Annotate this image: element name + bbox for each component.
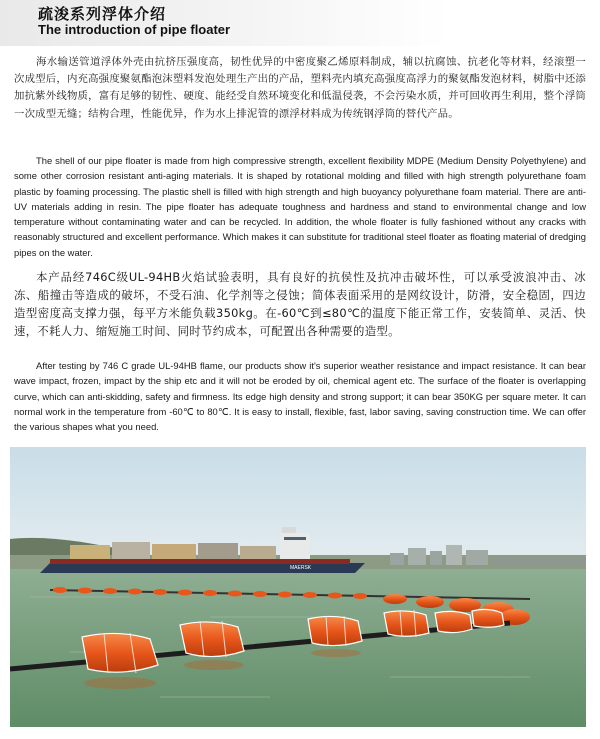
intro-paragraph-chinese: 海水输送管道浮体外壳由抗挤压强度高，韧性优异的中密度聚乙烯原料制成，辅以抗腐蚀、抗老化等材料，经滚塑一次成型后，内充高强度聚氨酯泡沫塑料发泡处理生产出的产品，塑料壳内填充高强度高浮力的聚氨酯发泡材料，树脂中还添加抗紫外线物质，富有足够的韧性、硬度、能经受自然环境变化和低温侵袭，不会污染水质，并可回收再生利用，整个浮筒一次成型无缝；结构合理，性能优异，作为水上排泥管的漂浮材料成为传统钢浮筒的替代产品。 [14, 56, 586, 120]
title-english: The introduction of pipe floater [38, 22, 231, 37]
test-paragraph-english: After testing by 746 C grade UL-94HB flame, our products show it's superior weather resistance and impact resistance. It can bear wave impact, frozen, impact by the ship etc and it will not be eroded by oil, chemical agent etc. The surface of the floater is overlapping curve, which can anti-skidding, safety and firmness. Its edge high density and strong support; it can bear 350KG per square meter. It can normal work in the temperature from -60℃ to 80℃. It is easy to install, flexible, fast, labor saving, saving construction time. We can offer the various shapes what you need. [14, 360, 586, 433]
test-paragraph-chinese: 本产品经746C级UL-94HB火焰试验表明，具有良好的抗侯性及抗冲击破坏性，可以承受波浪冲击、冰冻、船撞击等造成的破坏，不受石油、化学剂等之侵蚀；简体表面采用的是网纹设计，防滑，安全稳固，四边造型密度高支撑力强，每平方米能负载350kg。在-60℃到≤80℃的温度下能正常工作，安装简单、灵活、快速，不耗人力、缩短施工时间、同时节约成本，可配置出各种需要的造型。 [14, 270, 586, 338]
intro-paragraph-english: The shell of our pipe floater is made from high compressive strength, excellent flexibility MDPE (Medium Density Polyethylene) and some other corrosion resistant anti-aging materials. It is shaped by rotational molding and filled with high strength polyurethane foam plastic by foaming processing. The plastic shell is filled with high strength and high buoyancy polyurethane foam material. There are anti-UV materials adding in resin. The pipe floater has adequate toughness and hardness and stand to environmental change and low temperature without contaminating water and can be recycled. In addition, the whole floater is fully fashioned without any cracks with reasonably structured and excellent performance. Which makes it can substitute for traditional steel floater as floating material of dredging pipes on the water. [14, 155, 586, 258]
ship-hull-label: MAERSK [290, 565, 312, 571]
header-band [0, 0, 600, 46]
pipe-floater-photo [10, 447, 586, 727]
title-chinese: 疏浚系列浮体介绍 [38, 5, 167, 23]
